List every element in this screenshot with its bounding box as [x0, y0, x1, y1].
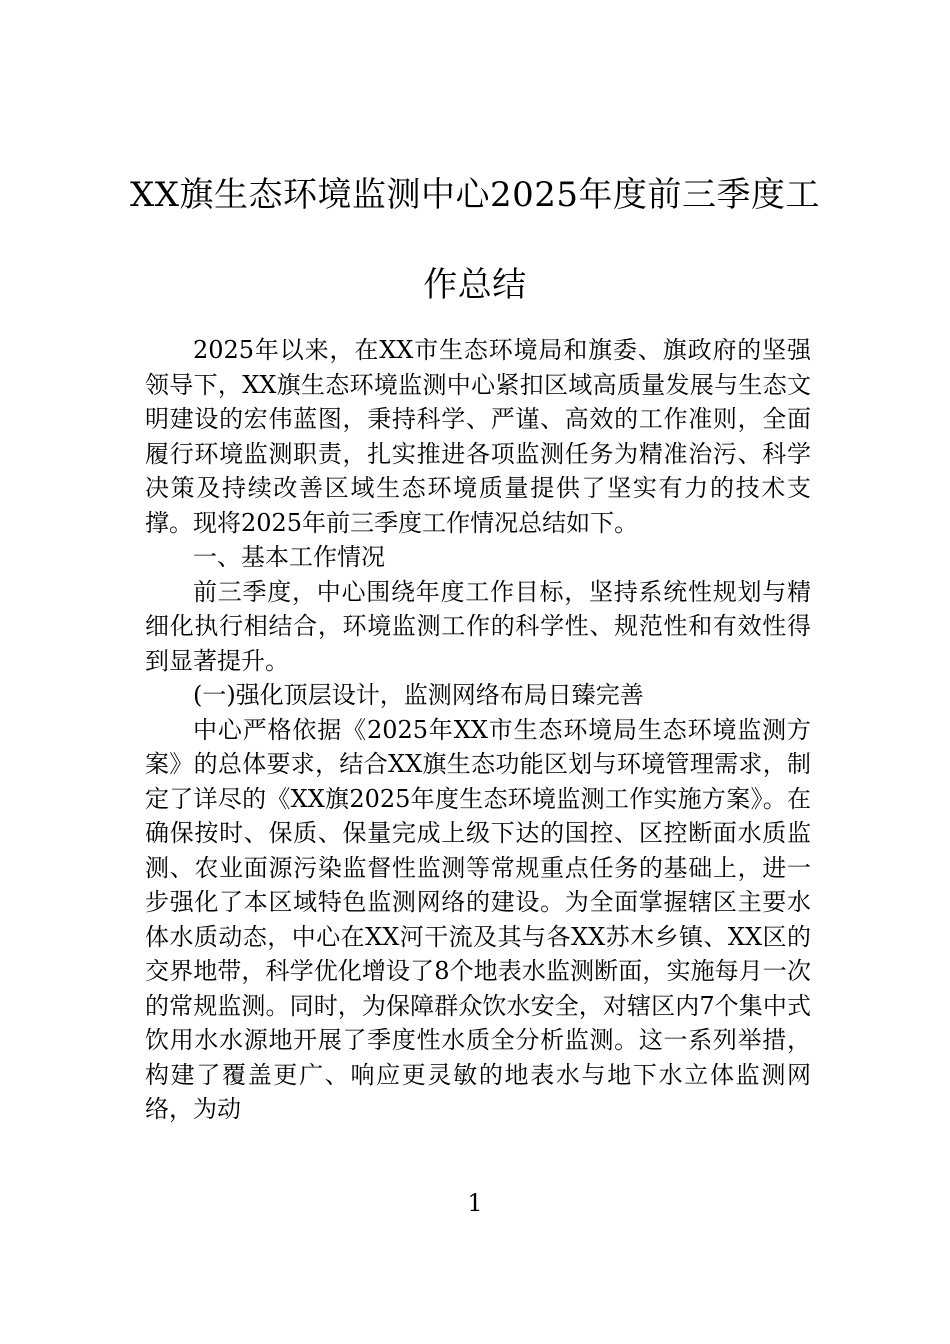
- subsection-heading-top-design: (一)强化顶层设计，监测网络布局日臻完善: [193, 681, 644, 709]
- document-title: XX旗生态环境监测中心2025年度前三季度工作总结: [130, 175, 820, 305]
- paragraph-intro: 2025年以来，在XX市生态环境局和旗委、旗政府的坚强领导下，XX旗生态环境监测中心紧扣区域高质量发展与生态文明建设的宏伟蓝图，秉持科学、严谨、高效的工作准则，全面履行环境监测职责，扎实推进各项监测任务为精准治污、科学决策及持续改善区域生态环境质量提供了坚实有力的技术支撑。现将2025年前三季度工作情况总结如下。: [145, 336, 811, 537]
- page-number: 1: [467, 1189, 483, 1217]
- paragraph-monitoring-network: 中心严格依据《2025年XX市生态环境局生态环境监测方案》的总体要求，结合XX旗生态功能区划与环境管理需求，制定了详尽的《XX旗2025年度生态环境监测工作实施方案》。在确保按时、保质、保量完成上级下达的国控、区控断面水质监测、农业面源污染监督性监测等常规重点任务的基础上，进一步强化了本区域特色监测网络的建设。为全面掌握辖区主要水体水质动态，中心在XX河干流及其与各XX苏木乡镇、XX区的交界地带，科学优化增设了8个地表水监测断面，实施每月一次的常规监测。同时，为保障群众饮水安全，对辖区内7个集中式饮用水水源地开展了季度性水质全分析监测。这一系列举措，构建了覆盖更广、响应更灵敏的地表水与地下水立体监测网络，为动: [145, 715, 811, 1123]
- paragraph-overview: 前三季度，中心围绕年度工作目标，坚持系统性规划与精细化执行相结合，环境监测工作的科学性、规范性和有效性得到显著提升。: [145, 577, 811, 675]
- section-heading-basic-work: 一、基本工作情况: [193, 543, 385, 571]
- document-body: [145, 333, 811, 1127]
